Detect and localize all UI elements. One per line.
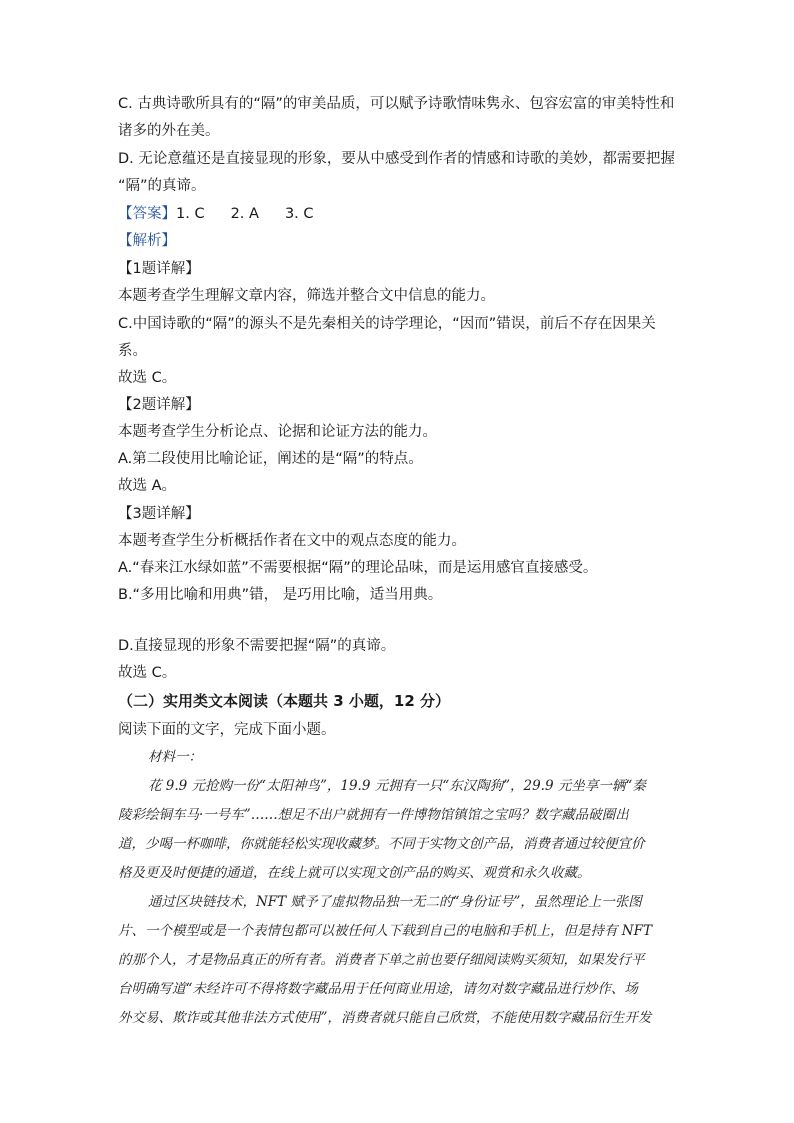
option-d-line-1: D. 无论意蕴还是直接显现的形象，要从中感受到作者的情感和诗歌的美妙，都需要把握: [118, 151, 675, 167]
material-p2-line-5: 外交易、欺诈或其他非法方式使用”，消费者就只能自己欣赏，不能使用数字藏品衍生开发: [118, 1010, 652, 1026]
answer-line: [118, 204, 314, 224]
material-label: 材料一：: [148, 749, 202, 765]
material-p2-line-3: 的那个人，才是物品真正的所有者。消费者下单之前也要仔细阅读购买须知，如果发行平: [118, 952, 645, 968]
q3-description: 本题考查学生分析概括作者在文中的观点态度的能力。: [118, 533, 466, 549]
q2-header: 【2题详解】: [118, 397, 200, 413]
q1-header: 【1题详解】: [118, 261, 200, 277]
material-p1-line-3: 道，少喝一杯咖啡，你就能轻松实现收藏梦。不同于实物文创产品，消费者通过较便宜价: [118, 836, 645, 852]
analysis-label: 【解析】: [118, 233, 176, 249]
q3-detail-a: A.“春来江水绿如蓝”不需要根据“隔”的理论品味，而是运用感官直接感受。: [118, 560, 598, 576]
q2-description: 本题考查学生分析论点、论据和论证方法的能力。: [118, 424, 437, 440]
q2-conclusion: 故选 A。: [118, 478, 177, 494]
option-d-line-2: “隔”的真谛。: [118, 178, 206, 194]
answer-item-1: 1. C: [176, 206, 205, 222]
material-p1-line-4: 格及更及时便捷的通道，在线上就可以实现文创产品的购买、观赏和永久收藏。: [118, 865, 591, 881]
option-c-line-1: C. 古典诗歌所具有的“隔”的审美品质，可以赋予诗歌情味隽永、包容宏富的审美特性和: [118, 96, 675, 112]
q3-detail-d: D.直接显现的形象不需要把握“隔”的真谛。: [118, 638, 396, 654]
material-p2-line-2: 片、一个模型或是一个表情包都可以被任何人下载到自己的电脑和手机上，但是持有 NFT: [118, 923, 652, 939]
material-p1-line-1: 花 9.9 元抢购一份“太阳神鸟”，19.9 元拥有一只“东汉陶狗”，29.9 元坐享一辆“秦: [148, 778, 646, 794]
material-p2-line-1: 通过区块链技术，NFT 赋予了虚拟物品独一无二的“身份证号”，虽然理论上一张图: [148, 894, 642, 910]
material-p2-line-4: 台明确写道“未经许可不得将数字藏品用于任何商业用途，请勿对数字藏品进行炒作、场: [118, 981, 638, 997]
section-instruction: 阅读下面的文字，完成下面小题。: [118, 722, 336, 738]
q1-description: 本题考查学生理解文章内容，筛选并整合文中信息的能力。: [118, 288, 495, 304]
q3-header: 【3题详解】: [118, 506, 200, 522]
option-c-line-2: 诸多的外在美。: [118, 123, 220, 139]
material-p1-line-2: 陵彩绘铜车马·一号车”……想足不出户就拥有一件博物馆镇馆之宝吗？数字藏品破圈出: [118, 807, 629, 823]
answer-item-2: 2. A: [230, 206, 259, 222]
q3-detail-b: B.“多用比喻和用典”错， 是巧用比喻，适当用典。: [118, 587, 443, 603]
section-title: （二）实用类文本阅读（本题共 3 小题，12 分）: [118, 692, 450, 710]
q3-conclusion: 故选 C。: [118, 665, 177, 681]
q1-detail-line-2: 系。: [118, 343, 147, 359]
q1-detail-line-1: C.中国诗歌的“隔”的源头不是先秦相关的诗学理论，“因而”错误，前后不存在因果关: [118, 316, 656, 332]
q1-conclusion: 故选 C。: [118, 370, 177, 386]
answer-label: 【答案】: [118, 206, 176, 222]
answer-item-3: 3. C: [284, 206, 314, 222]
q2-detail: A.第二段使用比喻论证，阐述的是“隔”的特点。: [118, 451, 423, 467]
